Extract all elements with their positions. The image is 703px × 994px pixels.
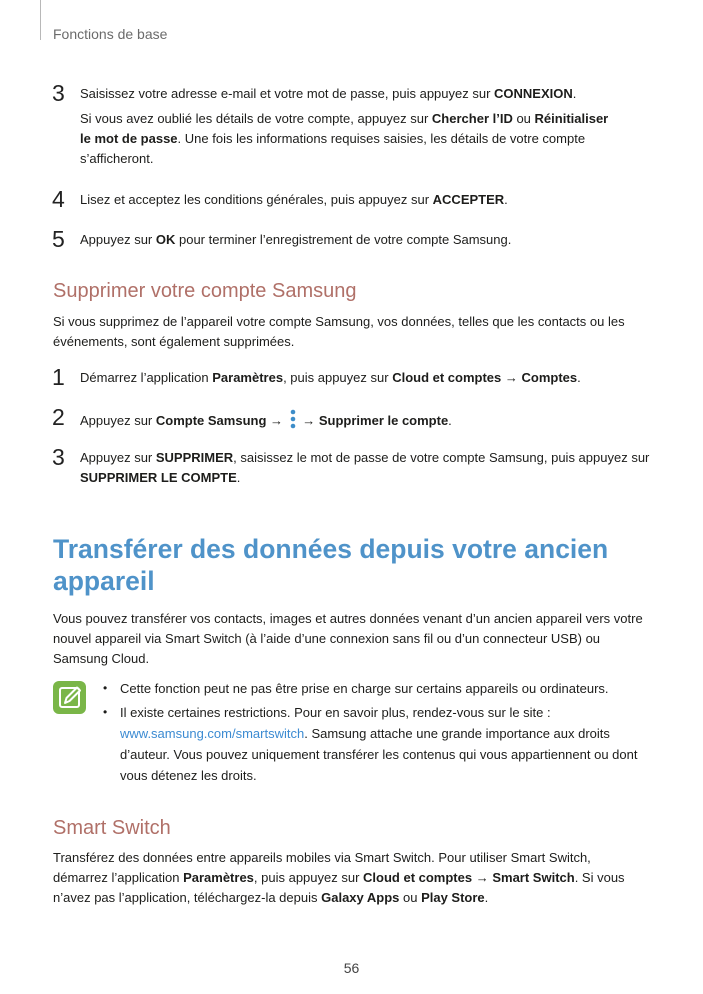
step-text: Saisissez votre adresse e-mail et votre mot de passe, puis appuyez sur CONNEXION. bbox=[80, 86, 577, 101]
section-heading: Smart Switch bbox=[53, 817, 171, 839]
chapter-intro: Vous pouvez transférer vos contacts, images et autres données venant d’un ancien appareil vers votre nouvel appareil via Smart Switch (à l’aide d’une connexion sans fil ou d’un connecteur USB) ou Samsung Cloud. bbox=[53, 611, 643, 666]
step-text: Lisez et acceptez les conditions générales, puis appuyez sur ACCEPTER. bbox=[80, 192, 508, 207]
more-options-icon bbox=[289, 408, 297, 430]
chapter-heading: Transférer des données depuis votre ancien appareil bbox=[53, 534, 609, 596]
step-number: 4 bbox=[52, 186, 65, 212]
section-heading: Supprimer votre compte Samsung bbox=[53, 280, 357, 302]
step-number: 1 bbox=[52, 364, 65, 390]
smart-switch-link[interactable]: www.samsung.com/smartswitch bbox=[120, 726, 305, 741]
page-number: 56 bbox=[343, 960, 360, 976]
step-text: Démarrez l’application Paramètres, puis appuyez sur Cloud et comptes → Comptes. bbox=[80, 370, 581, 385]
step-text: Appuyez sur Compte Samsung → → Supprimer le compte. bbox=[80, 408, 660, 431]
note-item: • Cette fonction peut ne pas être prise en charge sur certains appareils ou ordinateurs. bbox=[103, 681, 609, 696]
step-text: Appuyez sur SUPPRIMER, saisissez le mot de passe de votre compte Samsung, puis appuyez sur SUPPRIMER LE COMPTE. bbox=[80, 450, 650, 485]
note-item: • Il existe certaines restrictions. Pour en savoir plus, rendez-vous sur le site : www.samsung.com/smartswitch. Samsung attache une grande importance aux droits d’auteur. Vous pouvez uniquement transférer les contenus qui vous appartiennent ou dont vous détenez les droits. bbox=[103, 705, 638, 783]
section-header: Fonctions de base bbox=[53, 26, 168, 42]
step-number: 2 bbox=[52, 404, 65, 430]
step-number: 3 bbox=[52, 444, 65, 470]
header-divider bbox=[40, 0, 41, 40]
section-intro: Si vous supprimez de l’appareil votre compte Samsung, vos données, telles que les contacts ou les événements, sont également supprimées. bbox=[53, 314, 625, 349]
step-number: 5 bbox=[52, 226, 65, 252]
section-body: Transférez des données entre appareils mobiles via Smart Switch. Pour utiliser Smart Switch, démarrez l’application Paramètres, puis appuyez sur Cloud et comptes → Smart Switch. Si vous n’avez pas l’application, téléchargez-la depuis Galaxy Apps ou Play Store. bbox=[53, 850, 625, 905]
step-note: Si vous avez oublié les détails de votre compte, appuyez sur Chercher l’ID ou Réinitialiser le mot de passe. Une fois les informations requises saisies, les détails de votre compte s’afficheront. bbox=[80, 111, 609, 166]
step-number: 3 bbox=[52, 80, 65, 106]
step-text: Appuyez sur OK pour terminer l’enregistrement de votre compte Samsung. bbox=[80, 232, 512, 247]
pencil-note-icon bbox=[53, 681, 86, 714]
